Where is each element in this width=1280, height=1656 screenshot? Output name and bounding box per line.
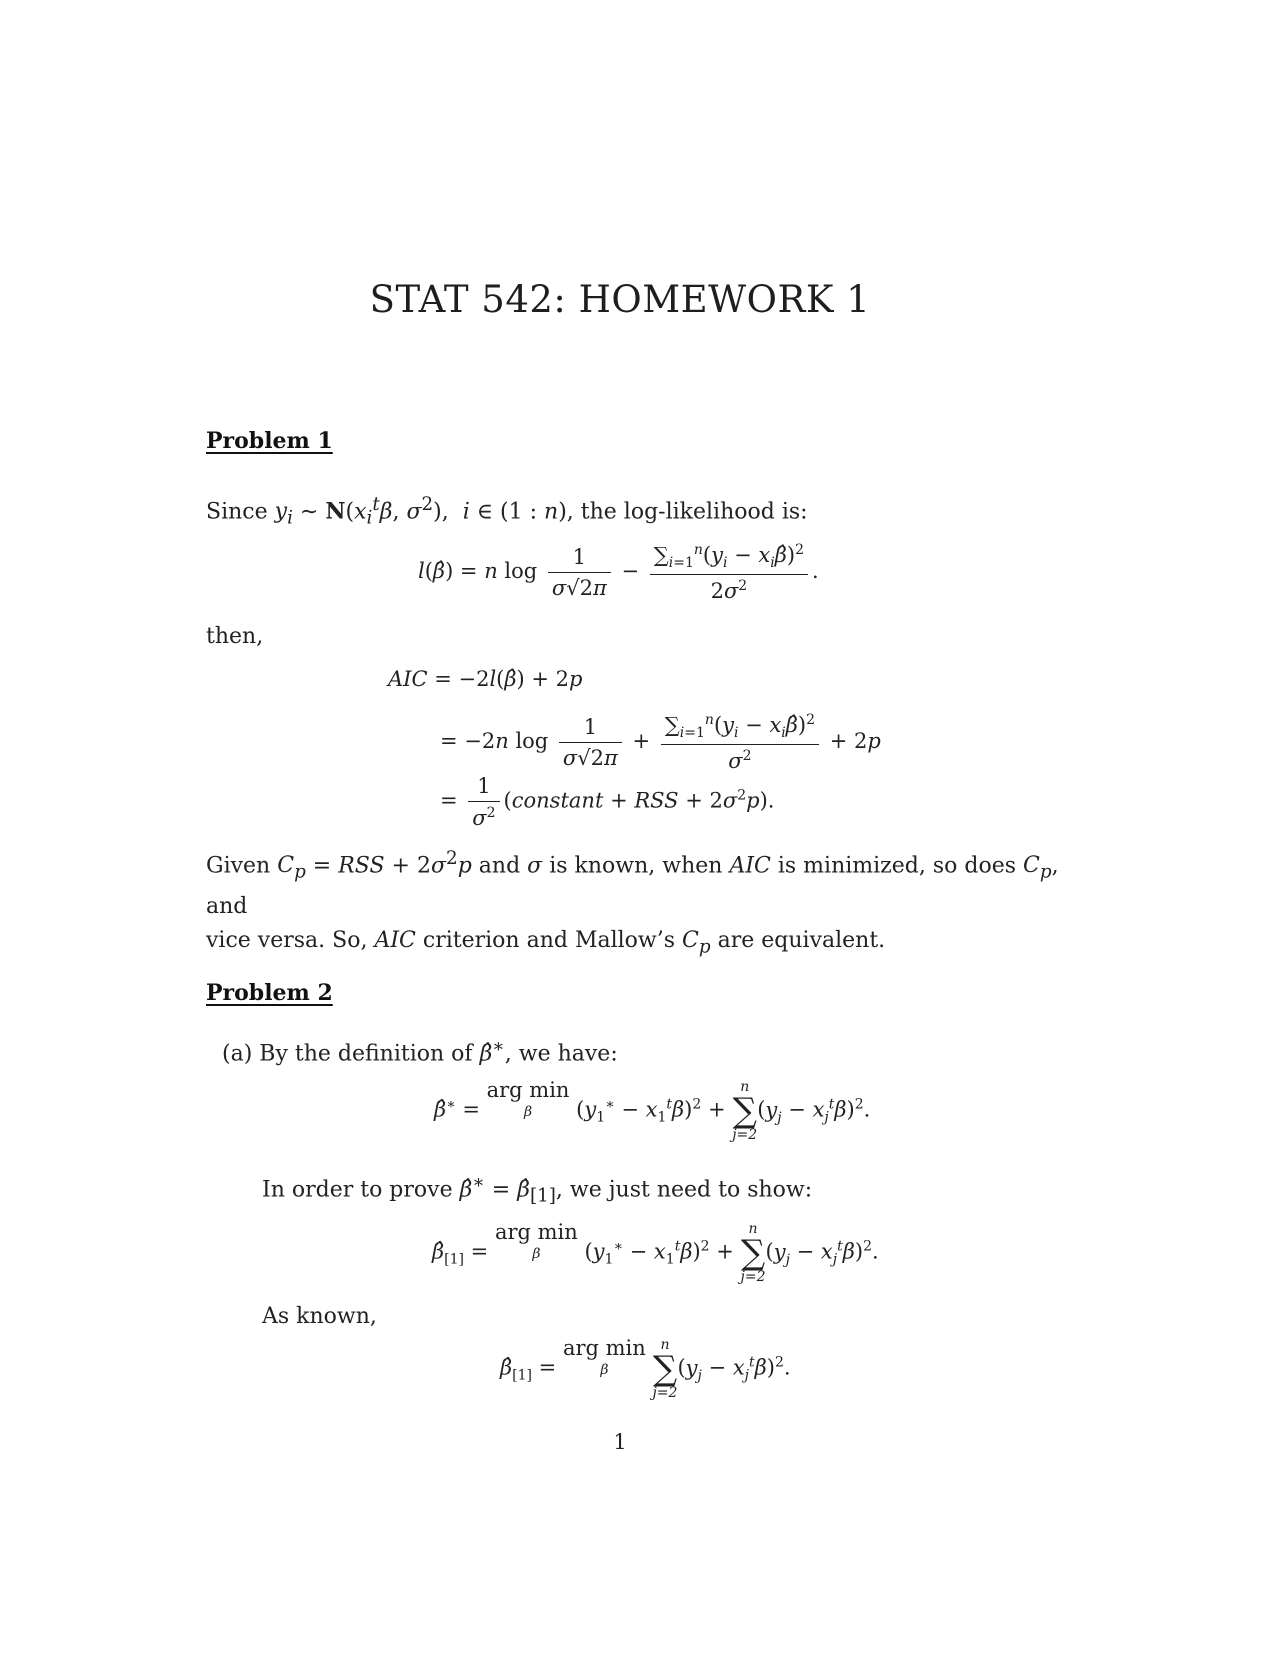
conclusion-text: Given <box>206 853 271 879</box>
beta-star-equation: β̂∗ = arg min β $(y_1^∗ - x_1^t\beta)^2$ + n ∑ j=2 $(y_j - x_j^t\beta)^2$. <box>434 1078 871 1143</box>
aic-equation-line-3: = $\frac{1}{\sigma^2}$ (constant + RSS + $2\sigma^2p$). <box>440 774 775 830</box>
conclusion-text: and <box>478 853 521 879</box>
problem-2-heading: Problem 2 <box>206 980 333 1006</box>
beta-one-known-equation: $\betâ_{[1]}$ = arg min β n ∑ j=2 $(y_j - x_j^t\beta)^2$. <box>500 1336 791 1401</box>
conclusion-text: are equivalent. <box>717 927 886 953</box>
aic-equation-line-2: = −2n log $\frac{1}{\sigma√2\pi}$ + $\frac{\sum_{i=1}^n(y_i - x_i\betâ)^2}{\sigma^2}$ + 2p <box>440 712 881 774</box>
conclusion-text: is minimized, so does <box>777 853 1017 879</box>
conclusion-text: , and <box>206 853 1059 919</box>
conclusion-text: vice versa. So, <box>206 927 368 953</box>
conclusion-text: criterion and Mallow’s <box>422 927 676 953</box>
part-a-label: (a) <box>222 1041 253 1067</box>
part-a-text: By the definition of <box>259 1041 473 1067</box>
page-number: 1 <box>613 1430 627 1454</box>
intro-suffix: , the log-likelihood is: <box>566 499 808 525</box>
part-a-intro: (a) By the definition of β̂∗, we have: <box>222 1036 618 1067</box>
as-known-text: As known, <box>262 1304 377 1329</box>
prove-text-a: In order to prove <box>262 1177 453 1203</box>
problem-1-heading: Problem 1 <box>206 428 333 454</box>
part-a-text: , we have: <box>504 1041 618 1067</box>
aic-equation-line-1: AIC = −2l(β̂) + 2p <box>388 667 583 691</box>
log-likelihood-equation: l(β̂) = n log $\frac{1}{\sigma√2\pi}$ − $\frac{\sum_{i=1}^n(y_i - x_i\betâ)^2}{2\sigma^2}$ . <box>418 542 819 604</box>
prove-text: In order to prove β̂∗ = $\betâ_{[1]}$, we just need to show: <box>262 1172 813 1207</box>
problem-1-intro: Since $y_i$ ∼ $N(x_i^t\beta$, $\sigma^2$), i ∈ (1 : n), the log-likelihood is: <box>206 494 808 529</box>
problem-1-conclusion: Given $C_p$ = RSS + $2\sigma^2p$ and σ is known, when AIC is minimized, so does $C_p$, and vice versa. So, AIC criterion and Mallow’s $C_p$ are equivalent. <box>206 848 1059 958</box>
conclusion-text: is known, when <box>549 853 723 879</box>
then-text: then, <box>206 624 264 649</box>
page-title: STAT 542: HOMEWORK 1 <box>369 278 871 321</box>
prove-text-b: , we just need to show: <box>555 1177 813 1203</box>
beta-one-target-equation: $\betâ_{[1]}$ = arg min β $(y_1^∗ - x_1^t\beta)^2$ + n ∑ j=2 $(y_j - x_j^t\beta)^2$. <box>432 1220 879 1285</box>
intro-prefix: Since <box>206 499 268 525</box>
